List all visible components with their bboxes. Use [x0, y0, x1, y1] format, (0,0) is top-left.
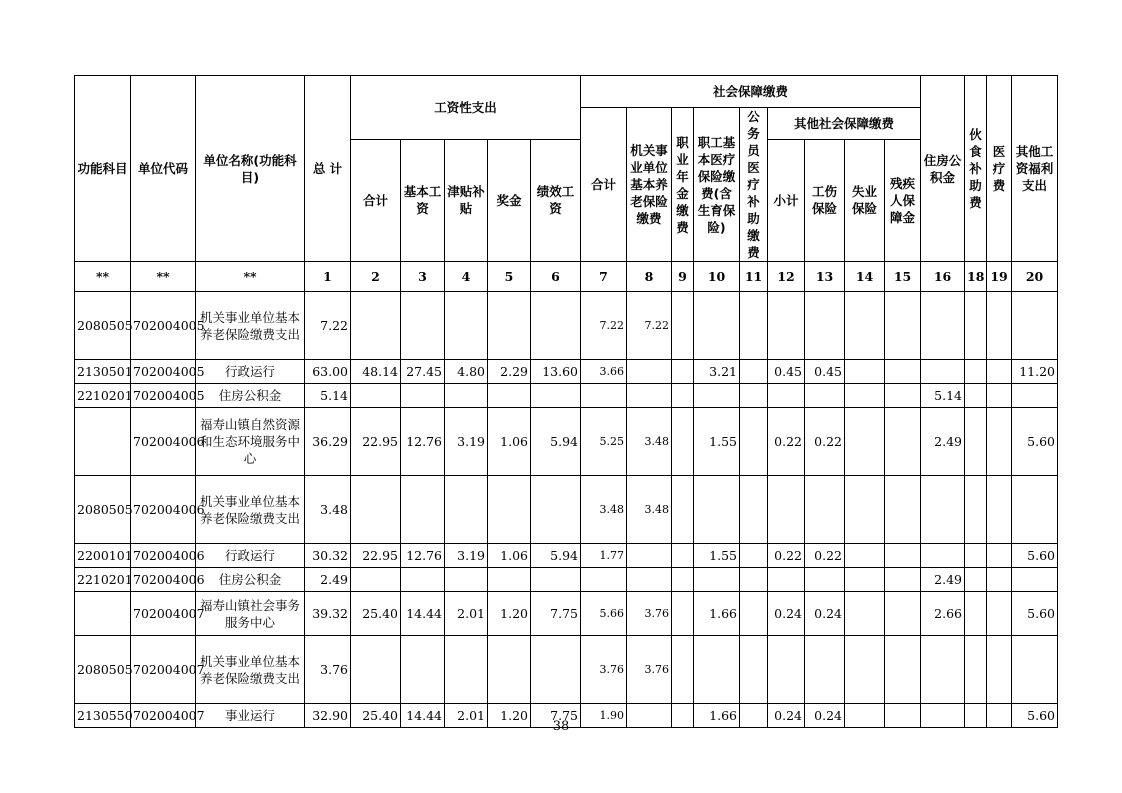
cell-allow	[445, 568, 488, 592]
cell-medfee	[987, 592, 1012, 636]
index-cell: **	[196, 262, 305, 292]
cell-basic	[401, 476, 445, 544]
index-cell: 5	[488, 262, 531, 292]
index-cell: 1	[305, 262, 351, 292]
cell-perf: 5.94	[531, 544, 581, 568]
cell-meal	[965, 544, 987, 568]
cell-medfee	[987, 384, 1012, 408]
cell-name: 住房公积金	[196, 568, 305, 592]
table-row	[75, 592, 1058, 636]
header-other-welfare: 其他工资福利支出	[1012, 76, 1058, 262]
cell-housing: 2.66	[921, 592, 965, 636]
cell-func: 2130550	[75, 704, 131, 728]
index-cell: 11	[740, 262, 768, 292]
cell-total: 2.49	[305, 568, 351, 592]
cell-pension	[627, 384, 672, 408]
cell-disab	[885, 568, 921, 592]
header-other-social-group: 其他社会保障缴费	[768, 108, 921, 140]
cell-pension: 3.48	[627, 476, 672, 544]
cell-disab	[885, 476, 921, 544]
header-injury: 工伤保险	[805, 139, 845, 261]
cell-code: 702004005	[131, 384, 196, 408]
cell-wage-total: 22.95	[351, 408, 401, 476]
cell-basic: 12.76	[401, 408, 445, 476]
cell-name: 事业运行	[196, 704, 305, 728]
cell-basic: 12.76	[401, 544, 445, 568]
cell-medfee	[987, 636, 1012, 704]
index-cell: 2	[351, 262, 401, 292]
cell-subtotal: 0.24	[768, 592, 805, 636]
cell-subtotal: 0.22	[768, 408, 805, 476]
cell-func: 2080505	[75, 476, 131, 544]
cell-civil-med	[740, 384, 768, 408]
cell-unemp	[845, 568, 885, 592]
cell-other	[1012, 568, 1058, 592]
cell-medfee	[987, 476, 1012, 544]
cell-housing: 5.14	[921, 384, 965, 408]
cell-name: 福寿山镇自然资源和生态环境服务中心	[196, 408, 305, 476]
cell-medical	[694, 636, 740, 704]
expenditure-table	[74, 75, 1058, 728]
cell-basic	[401, 292, 445, 360]
cell-total: 3.76	[305, 636, 351, 704]
cell-perf	[531, 568, 581, 592]
cell-medical: 3.21	[694, 360, 740, 384]
cell-other	[1012, 476, 1058, 544]
cell-disab	[885, 292, 921, 360]
cell-name: 行政运行	[196, 360, 305, 384]
cell-other	[1012, 292, 1058, 360]
index-cell: 7	[581, 262, 627, 292]
cell-soc-total: 7.22	[581, 292, 627, 360]
cell-civil-med	[740, 592, 768, 636]
cell-bonus: 2.29	[488, 360, 531, 384]
cell-disab	[885, 636, 921, 704]
cell-func	[75, 408, 131, 476]
page-number: 38	[552, 719, 570, 734]
cell-basic: 27.45	[401, 360, 445, 384]
cell-medical: 1.55	[694, 408, 740, 476]
cell-injury: 0.22	[805, 408, 845, 476]
cell-perf	[531, 292, 581, 360]
cell-basic: 14.44	[401, 704, 445, 728]
cell-func: 2210201	[75, 384, 131, 408]
cell-annuity	[672, 636, 694, 704]
cell-perf: 7.75	[531, 704, 581, 728]
cell-wage-total: 25.40	[351, 592, 401, 636]
cell-func: 2200101	[75, 544, 131, 568]
cell-meal	[965, 568, 987, 592]
cell-wage-total	[351, 384, 401, 408]
cell-allow	[445, 636, 488, 704]
cell-perf: 5.94	[531, 408, 581, 476]
cell-subtotal: 0.22	[768, 544, 805, 568]
cell-name: 机关事业单位基本养老保险缴费支出	[196, 292, 305, 360]
cell-total: 7.22	[305, 292, 351, 360]
index-cell: 6	[531, 262, 581, 292]
header-basic-wage: 基本工资	[401, 139, 445, 261]
cell-code: 702004006	[131, 476, 196, 544]
cell-unemp	[845, 384, 885, 408]
header-wage-group: 工资性支出	[351, 76, 581, 140]
cell-medical	[694, 476, 740, 544]
cell-soc-total: 1.77	[581, 544, 627, 568]
header-housing-fund: 住房公积金	[921, 76, 965, 262]
cell-total: 63.00	[305, 360, 351, 384]
cell-soc-total: 1.90	[581, 704, 627, 728]
cell-allow: 3.19	[445, 544, 488, 568]
cell-medical: 1.66	[694, 592, 740, 636]
cell-unemp	[845, 292, 885, 360]
cell-allow: 4.80	[445, 360, 488, 384]
cell-allow: 3.19	[445, 408, 488, 476]
cell-wage-total: 22.95	[351, 544, 401, 568]
cell-unemp	[845, 476, 885, 544]
cell-basic	[401, 636, 445, 704]
cell-other: 11.20	[1012, 360, 1058, 384]
header-perf-wage: 绩效工资	[531, 139, 581, 261]
cell-func: 2210201	[75, 568, 131, 592]
cell-basic	[401, 384, 445, 408]
table-row	[75, 544, 1058, 568]
cell-soc-total: 3.48	[581, 476, 627, 544]
cell-civil-med	[740, 360, 768, 384]
cell-total: 36.29	[305, 408, 351, 476]
header-med-fee: 医疗费	[987, 76, 1012, 262]
table-row	[75, 360, 1058, 384]
cell-soc-total: 3.66	[581, 360, 627, 384]
cell-soc-total: 5.66	[581, 592, 627, 636]
header-social-group: 社会保障缴费	[581, 76, 921, 108]
cell-medfee	[987, 292, 1012, 360]
cell-injury	[805, 476, 845, 544]
index-cell: 19	[987, 262, 1012, 292]
cell-bonus: 1.20	[488, 592, 531, 636]
index-cell: 15	[885, 262, 921, 292]
cell-medfee	[987, 568, 1012, 592]
cell-wage-total: 48.14	[351, 360, 401, 384]
cell-pension: 3.76	[627, 636, 672, 704]
index-cell: 20	[1012, 262, 1058, 292]
cell-bonus	[488, 636, 531, 704]
cell-annuity	[672, 384, 694, 408]
index-cell: 18	[965, 262, 987, 292]
cell-subtotal	[768, 384, 805, 408]
cell-pension	[627, 360, 672, 384]
cell-civil-med	[740, 292, 768, 360]
cell-unemp	[845, 544, 885, 568]
cell-subtotal	[768, 476, 805, 544]
index-cell: **	[131, 262, 196, 292]
cell-perf	[531, 384, 581, 408]
cell-injury: 0.24	[805, 592, 845, 636]
cell-subtotal	[768, 568, 805, 592]
cell-wage-total	[351, 476, 401, 544]
cell-unemp	[845, 592, 885, 636]
cell-perf	[531, 476, 581, 544]
table-body	[75, 292, 1058, 728]
table-row	[75, 476, 1058, 544]
cell-subtotal: 0.24	[768, 704, 805, 728]
cell-wage-total	[351, 568, 401, 592]
header-func-subject: 功能科目	[75, 76, 131, 262]
cell-other: 5.60	[1012, 592, 1058, 636]
cell-medical	[694, 292, 740, 360]
cell-code: 702004007	[131, 592, 196, 636]
cell-injury: 0.45	[805, 360, 845, 384]
cell-medfee	[987, 360, 1012, 384]
cell-code: 702004007	[131, 636, 196, 704]
cell-medfee	[987, 544, 1012, 568]
cell-code: 702004006	[131, 544, 196, 568]
cell-total: 39.32	[305, 592, 351, 636]
cell-pension	[627, 568, 672, 592]
cell-unemp	[845, 408, 885, 476]
header-bonus: 奖金	[488, 139, 531, 261]
header-civil-medical: 公务员医疗补助缴费	[740, 108, 768, 262]
cell-meal	[965, 476, 987, 544]
cell-subtotal: 0.45	[768, 360, 805, 384]
cell-civil-med	[740, 636, 768, 704]
cell-wage-total: 25.40	[351, 704, 401, 728]
cell-pension	[627, 544, 672, 568]
index-cell: 3	[401, 262, 445, 292]
table-row	[75, 636, 1058, 704]
cell-annuity	[672, 544, 694, 568]
cell-housing: 2.49	[921, 408, 965, 476]
cell-disab	[885, 408, 921, 476]
cell-meal	[965, 636, 987, 704]
table-row	[75, 408, 1058, 476]
index-cell: 13	[805, 262, 845, 292]
index-cell: 9	[672, 262, 694, 292]
cell-meal	[965, 592, 987, 636]
cell-injury	[805, 636, 845, 704]
cell-pension: 3.48	[627, 408, 672, 476]
index-cell: 8	[627, 262, 672, 292]
cell-func: 2130501	[75, 360, 131, 384]
cell-other: 5.60	[1012, 544, 1058, 568]
cell-annuity	[672, 408, 694, 476]
header-social-total: 合计	[581, 108, 627, 262]
header-wage-total: 合计	[351, 139, 401, 261]
cell-func: 2080505	[75, 636, 131, 704]
index-row	[75, 262, 1058, 292]
cell-civil-med	[740, 568, 768, 592]
cell-disab	[885, 592, 921, 636]
cell-medfee	[987, 408, 1012, 476]
index-cell: 4	[445, 262, 488, 292]
cell-other	[1012, 636, 1058, 704]
table-row	[75, 384, 1058, 408]
cell-basic	[401, 568, 445, 592]
cell-medical	[694, 384, 740, 408]
cell-allow: 2.01	[445, 704, 488, 728]
index-cell: 10	[694, 262, 740, 292]
header-subtotal: 小计	[768, 139, 805, 261]
cell-meal	[965, 384, 987, 408]
cell-name: 住房公积金	[196, 384, 305, 408]
cell-injury	[805, 292, 845, 360]
cell-medical: 1.66	[694, 704, 740, 728]
cell-allow	[445, 384, 488, 408]
cell-housing	[921, 636, 965, 704]
header-medical: 职工基本医疗保险缴费(含生育保险)	[694, 108, 740, 262]
cell-wage-total	[351, 636, 401, 704]
cell-total: 3.48	[305, 476, 351, 544]
cell-name: 福寿山镇社会事务服务中心	[196, 592, 305, 636]
cell-func: 2080505	[75, 292, 131, 360]
cell-annuity	[672, 568, 694, 592]
cell-name: 机关事业单位基本养老保险缴费支出	[196, 476, 305, 544]
cell-injury: 0.22	[805, 544, 845, 568]
cell-pension: 3.76	[627, 592, 672, 636]
cell-unemp	[845, 636, 885, 704]
header-meal: 伙食补助费	[965, 76, 987, 262]
cell-basic: 14.44	[401, 592, 445, 636]
cell-func	[75, 592, 131, 636]
cell-pension: 7.22	[627, 292, 672, 360]
header-disability: 残疾人保障金	[885, 139, 921, 261]
header-annuity: 职业年金缴费	[672, 108, 694, 262]
cell-allow: 2.01	[445, 592, 488, 636]
cell-code: 702004007	[131, 704, 196, 728]
cell-code: 702004006	[131, 568, 196, 592]
cell-other: 5.60	[1012, 704, 1058, 728]
cell-civil-med	[740, 408, 768, 476]
cell-civil-med	[740, 544, 768, 568]
cell-meal	[965, 292, 987, 360]
cell-soc-total: 5.25	[581, 408, 627, 476]
cell-subtotal	[768, 292, 805, 360]
index-cell: 14	[845, 262, 885, 292]
cell-bonus: 1.06	[488, 544, 531, 568]
cell-bonus	[488, 292, 531, 360]
cell-disab	[885, 360, 921, 384]
cell-soc-total	[581, 568, 627, 592]
cell-meal	[965, 360, 987, 384]
cell-total: 5.14	[305, 384, 351, 408]
cell-allow	[445, 292, 488, 360]
cell-injury	[805, 384, 845, 408]
cell-disab	[885, 544, 921, 568]
cell-code: 702004006	[131, 408, 196, 476]
header-unit-name: 单位名称(功能科目)	[196, 76, 305, 262]
header-allowance: 津贴补贴	[445, 139, 488, 261]
table-row	[75, 568, 1058, 592]
cell-injury: 0.24	[805, 704, 845, 728]
header-pension: 机关事业单位基本养老保险缴费	[627, 108, 672, 262]
cell-housing	[921, 544, 965, 568]
index-cell: 12	[768, 262, 805, 292]
cell-injury	[805, 568, 845, 592]
cell-allow	[445, 476, 488, 544]
cell-other: 5.60	[1012, 408, 1058, 476]
cell-perf: 13.60	[531, 360, 581, 384]
cell-subtotal	[768, 636, 805, 704]
header-total: 总 计	[305, 76, 351, 262]
cell-name: 机关事业单位基本养老保险缴费支出	[196, 636, 305, 704]
cell-medical: 1.55	[694, 544, 740, 568]
cell-medical	[694, 568, 740, 592]
cell-code: 702004005	[131, 360, 196, 384]
header-unit-code: 单位代码	[131, 76, 196, 262]
cell-name: 行政运行	[196, 544, 305, 568]
header-unemployment: 失业保险	[845, 139, 885, 261]
cell-meal	[965, 408, 987, 476]
cell-wage-total	[351, 292, 401, 360]
cell-bonus	[488, 476, 531, 544]
cell-code: 702004005	[131, 292, 196, 360]
table-row	[75, 292, 1058, 360]
cell-annuity	[672, 360, 694, 384]
cell-annuity	[672, 292, 694, 360]
cell-bonus: 1.06	[488, 408, 531, 476]
cell-housing	[921, 476, 965, 544]
cell-bonus	[488, 384, 531, 408]
cell-perf: 7.75	[531, 592, 581, 636]
index-cell: **	[75, 262, 131, 292]
cell-disab	[885, 384, 921, 408]
cell-bonus	[488, 568, 531, 592]
cell-soc-total: 3.76	[581, 636, 627, 704]
cell-perf	[531, 636, 581, 704]
cell-total: 32.90	[305, 704, 351, 728]
cell-housing	[921, 292, 965, 360]
cell-housing	[921, 360, 965, 384]
cell-total: 30.32	[305, 544, 351, 568]
cell-bonus: 1.20	[488, 704, 531, 728]
cell-annuity	[672, 476, 694, 544]
cell-soc-total	[581, 384, 627, 408]
cell-housing: 2.49	[921, 568, 965, 592]
cell-annuity	[672, 592, 694, 636]
cell-civil-med	[740, 476, 768, 544]
cell-unemp	[845, 360, 885, 384]
index-cell: 16	[921, 262, 965, 292]
cell-other	[1012, 384, 1058, 408]
